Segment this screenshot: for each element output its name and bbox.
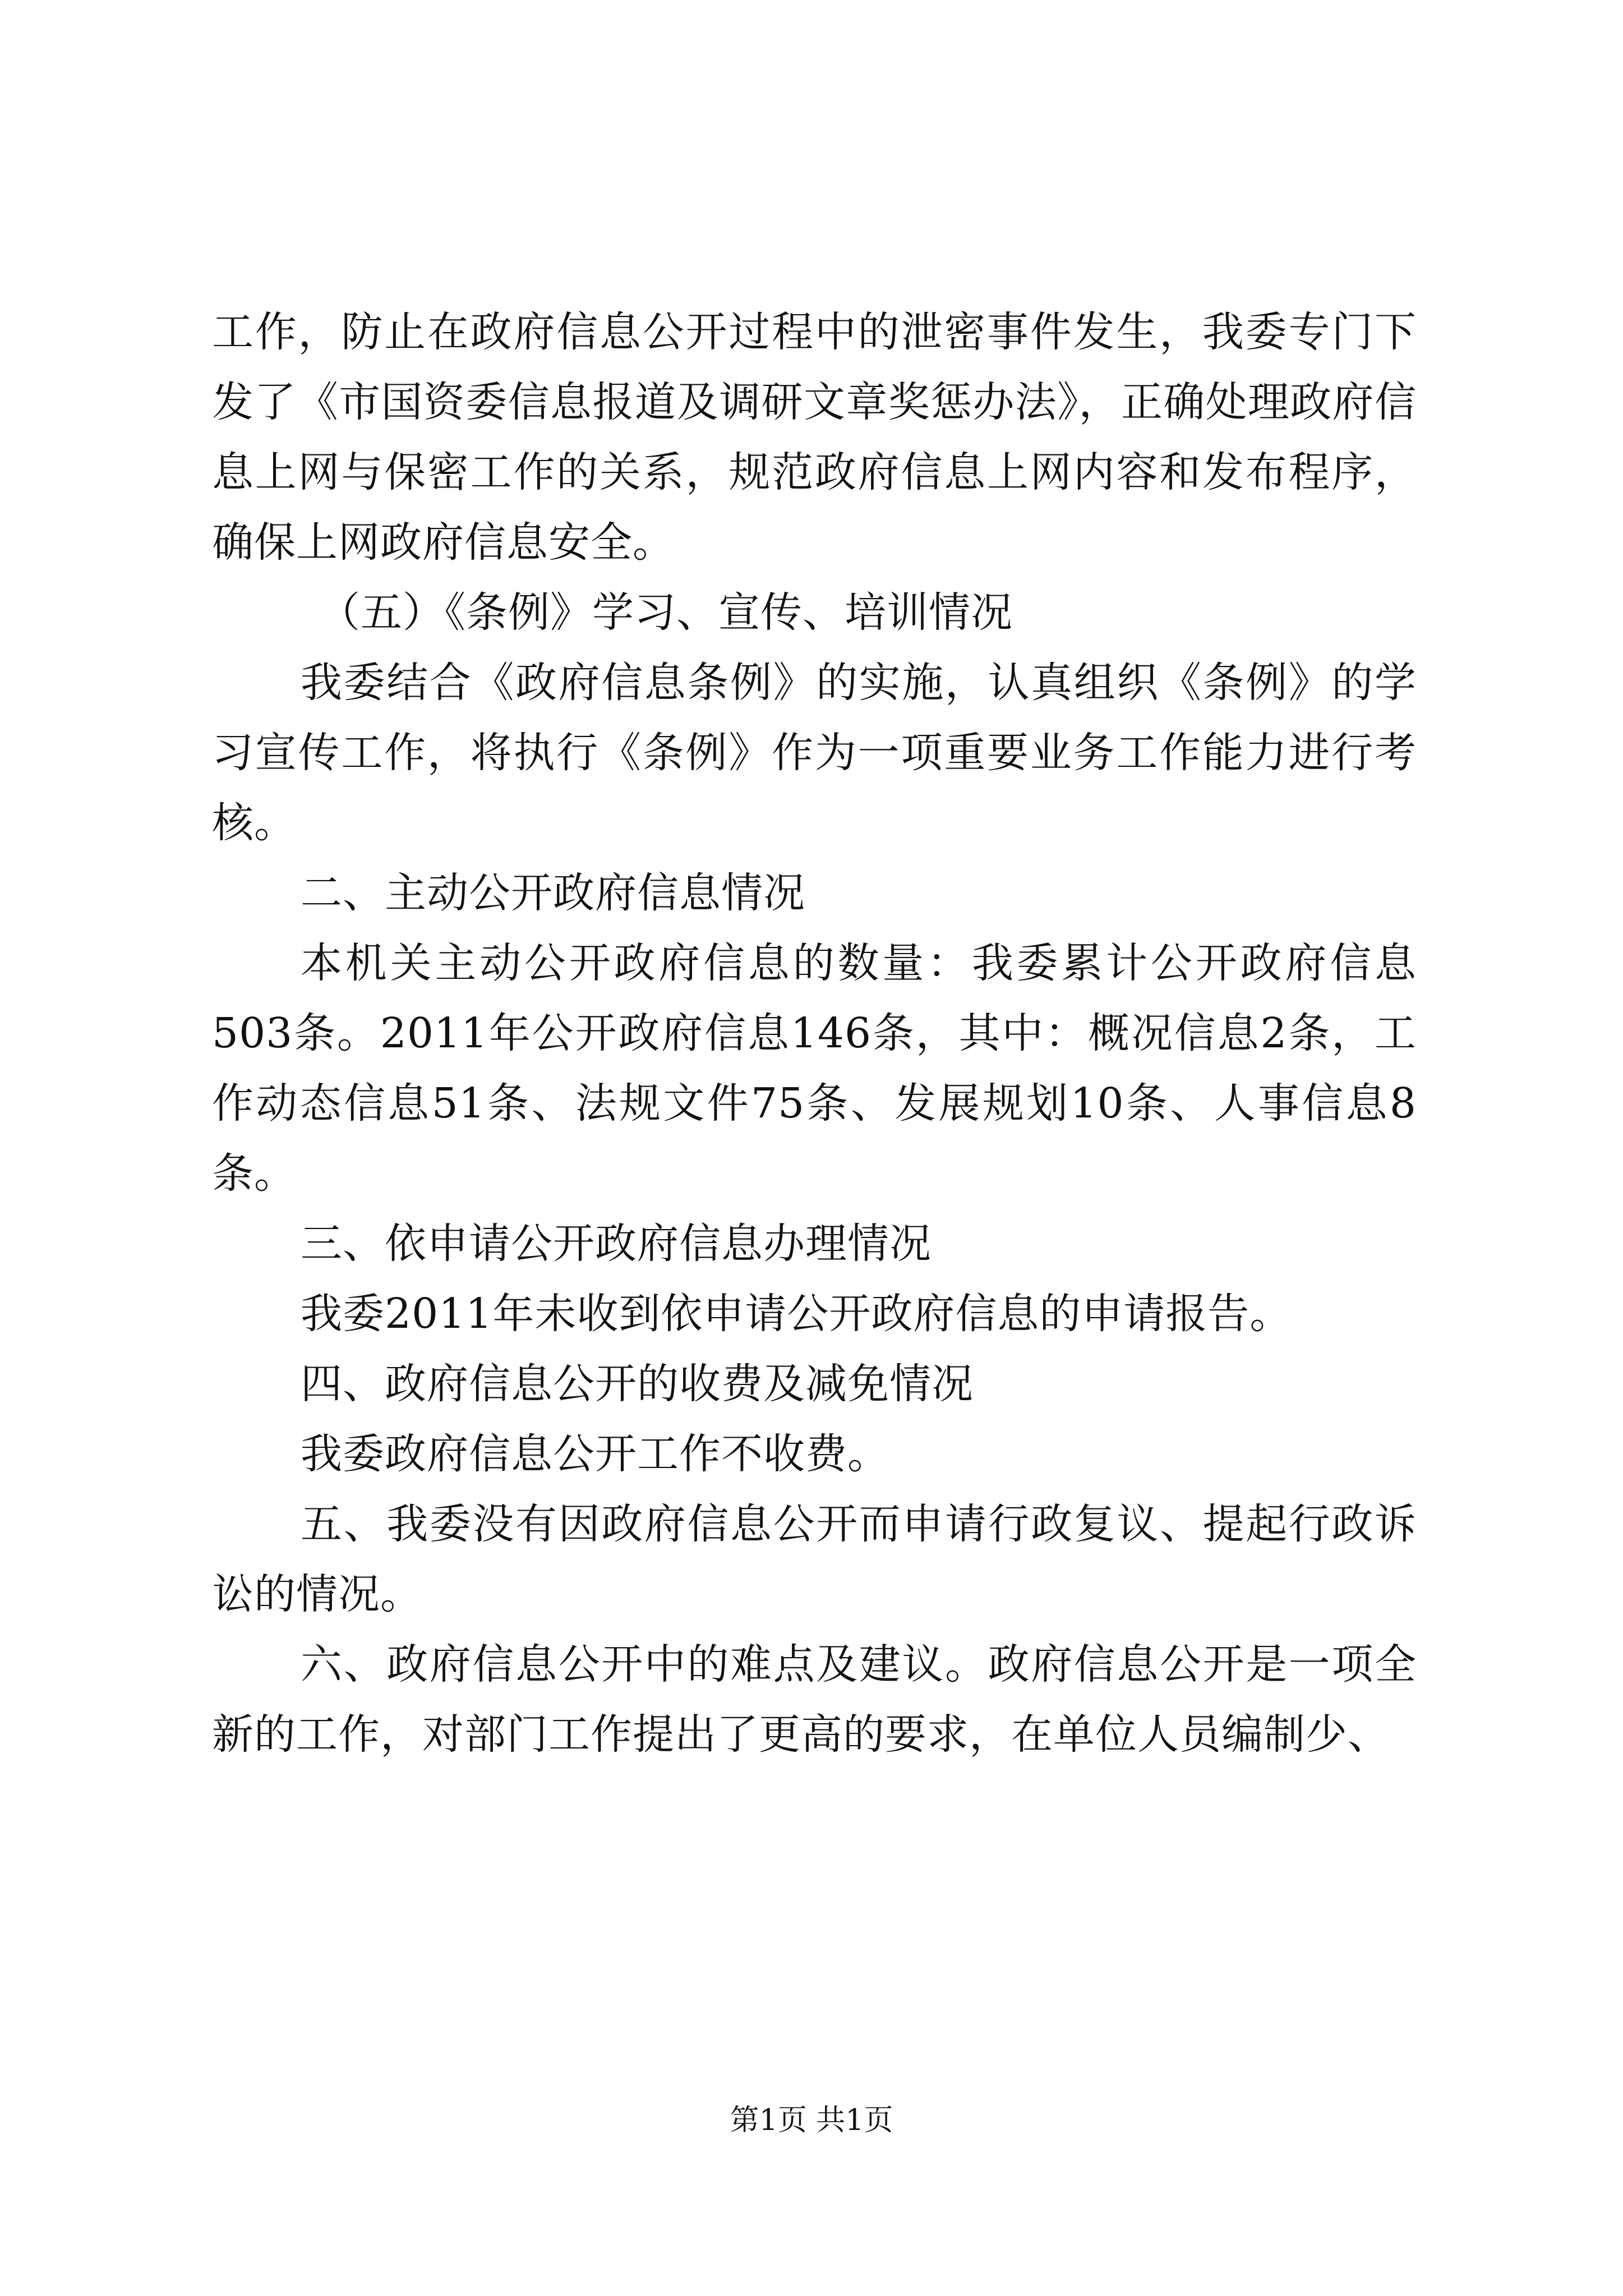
document-body — [212, 297, 1417, 1770]
paragraph: 我委2011年未收到依申请公开政府信息的申请报告。 — [301, 1290, 1292, 1338]
section-heading-2: 二、主动公开政府信息情况 — [301, 869, 805, 917]
paragraph: 本机关主动公开政府信息的数量：我委累计公开政府信息503条。2011年公开政府信息146条，其中：概况信息2条，工作动态信息51条、法规文件75条、发展规划10条、人事信息8条。 — [212, 939, 1417, 1198]
section-heading-5: （五）《条例》学习、宣传、培训情况 — [319, 588, 1013, 637]
section-heading-3: 三、依申请公开政府信息办理情况 — [301, 1220, 932, 1268]
section-heading-4: 四、政府信息公开的收费及减免情况 — [301, 1360, 974, 1408]
paragraph: 我委政府信息公开工作不收费。 — [301, 1430, 889, 1478]
page-number-footer: 第1页 共1页 — [730, 2104, 893, 2137]
section-6-statement: 六、政府信息公开中的难点及建议。政府信息公开是一项全新的工作，对部门工作提出了更高的要求，在单位人员编制少、 — [212, 1640, 1417, 1759]
paragraph: 我委结合《政府信息条例》的实施，认真组织《条例》的学习宣传工作，将执行《条例》作为一项重要业务工作能力进行考核。 — [212, 659, 1417, 847]
section-5-statement: 五、我委没有因政府信息公开而申请行政复议、提起行政诉讼的情况。 — [212, 1500, 1417, 1618]
paragraph-continued: 工作，防止在政府信息公开过程中的泄密事件发生，我委专门下发了《市国资委信息报道及调研文章奖惩办法》，正确处理政府信息上网与保密工作的关系，规范政府信息上网内容和发布程序，确保上网政府信息安全。 — [212, 308, 1417, 567]
